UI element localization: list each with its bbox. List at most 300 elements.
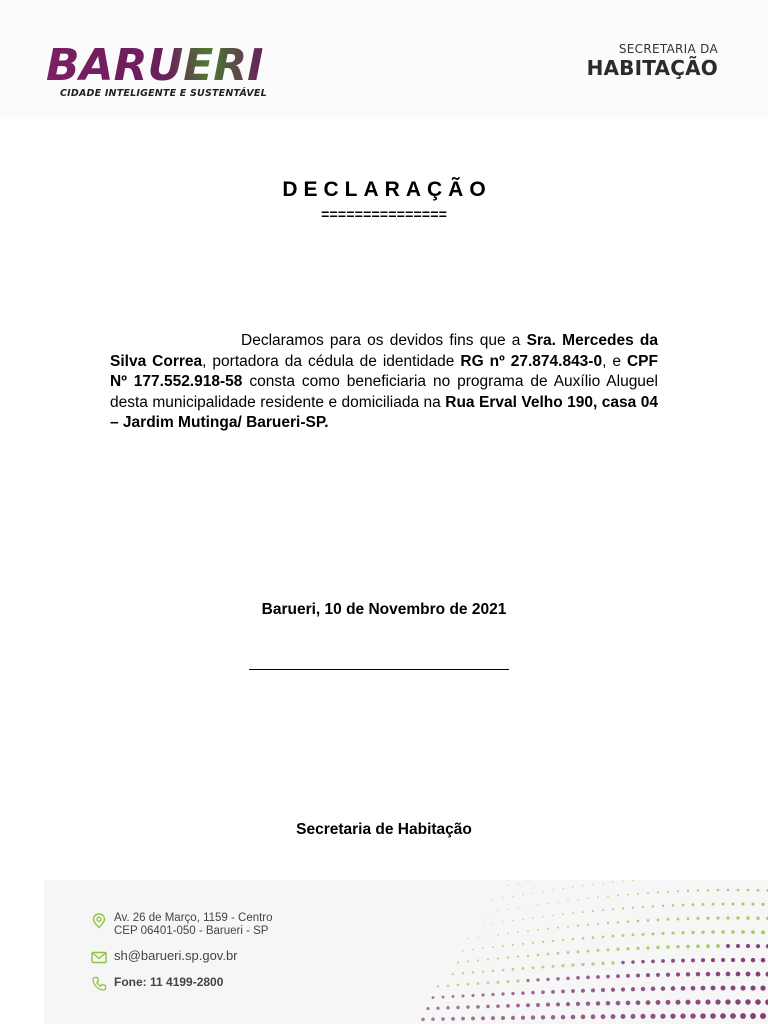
decorative-dot [597, 949, 600, 952]
decorative-dot [652, 905, 654, 907]
body-text: consta como beneficiaria no programa de Auxílio Aluguel desta municipalidade residente e domiciliada na [110, 373, 658, 411]
decorative-dot [721, 958, 725, 962]
decorative-dot [562, 939, 564, 941]
decorative-dot [705, 999, 710, 1004]
decorative-dot [572, 887, 573, 888]
decorative-dot [672, 904, 674, 906]
decorative-dot [691, 986, 696, 991]
decorative-dot [746, 972, 751, 977]
decorative-dot [760, 985, 765, 990]
decorative-dot [706, 972, 711, 977]
decorative-dot [462, 972, 464, 974]
decorative-dot [612, 882, 613, 883]
decorative-dot [631, 987, 635, 991]
decorative-dot [707, 889, 709, 891]
decorative-dot [632, 933, 635, 936]
decorative-dot [472, 949, 474, 951]
decorative-dot [527, 954, 529, 956]
decorative-dot [431, 1017, 435, 1021]
decorative-dot [552, 915, 554, 917]
decorative-dot [660, 1014, 665, 1019]
decorative-dot [592, 884, 593, 885]
decorative-dot [661, 959, 665, 963]
decorative-dot [506, 980, 509, 983]
address-line-1: Av. 26 de Março, 1159 - Centro [114, 912, 273, 924]
decorative-dot [491, 1016, 495, 1020]
decorative-dot [676, 972, 680, 976]
department-main: HABITAÇÃO [586, 56, 718, 80]
decorative-dot [695, 1000, 700, 1005]
decorative-dot [502, 921, 503, 922]
decorative-dot [676, 945, 680, 949]
decorative-dot [522, 967, 525, 970]
decorative-dot [671, 931, 674, 934]
decorative-dot [601, 1014, 606, 1019]
decorative-dot [492, 946, 494, 948]
decorative-dot [517, 955, 519, 957]
decorative-dot [746, 916, 749, 919]
decorative-dot [646, 946, 649, 949]
phone-text[interactable]: Fone: 11 4199-2800 [114, 975, 224, 989]
decorative-dot [541, 1015, 545, 1019]
decorative-dot [670, 1013, 675, 1018]
decorative-dot [477, 937, 478, 938]
decorative-dot [462, 950, 464, 952]
decorative-dot [487, 982, 490, 985]
decorative-dot [636, 1000, 641, 1005]
decorative-dot [756, 944, 760, 948]
decorative-dot [491, 993, 494, 996]
decorative-dot [471, 1017, 475, 1021]
decorative-dot [656, 973, 660, 977]
decorative-dot [567, 926, 569, 928]
decorative-dot [690, 1013, 695, 1018]
decorative-dot [632, 907, 634, 909]
decorative-dot [476, 1005, 480, 1009]
decorative-dot [716, 972, 721, 977]
decorative-dot [467, 960, 469, 962]
decorative-dot [637, 920, 640, 923]
decorative-dot [542, 941, 544, 943]
decorative-dot [741, 930, 745, 934]
decorative-dot [437, 985, 440, 988]
decorative-dot [627, 920, 629, 922]
decorative-dot [617, 921, 619, 923]
decorative-dot [711, 986, 716, 991]
decorative-dot [657, 891, 659, 893]
decorative-dot [552, 940, 554, 942]
decorative-dot [512, 968, 515, 971]
decorative-dot [611, 1014, 616, 1019]
decorative-dot [482, 924, 483, 925]
decorative-dot [602, 935, 605, 938]
decorative-dot [760, 1013, 766, 1019]
decorative-dot [621, 987, 625, 991]
decorative-dot [636, 947, 639, 950]
decorative-dot [512, 944, 514, 946]
decorative-dot [421, 1018, 425, 1022]
decorative-dot [487, 935, 488, 936]
decorative-dot [456, 1006, 459, 1009]
decorative-dot [482, 970, 485, 973]
decorative-dot [622, 934, 625, 937]
decorative-dot [487, 958, 489, 960]
department-top: SECRETARIA DA [618, 42, 718, 56]
decorative-dot [612, 908, 614, 910]
decorative-dot [681, 959, 685, 963]
decorative-dot [697, 917, 700, 920]
decorative-dot [567, 900, 568, 901]
decorative-dot [566, 1002, 570, 1006]
decorative-dot [497, 981, 500, 984]
decorative-dot [681, 986, 686, 991]
logo-text: BARUERI [46, 40, 264, 86]
decorative-dot [536, 1003, 540, 1007]
decorative-dot [721, 930, 725, 934]
decorative-dot [511, 1016, 515, 1020]
decorative-dot [556, 1002, 560, 1006]
cpf-number: CPF Nº 177.552.918-58 [110, 352, 658, 390]
decorative-dot [641, 987, 645, 991]
decorative-dot [582, 937, 585, 940]
decorative-dot [691, 958, 695, 962]
decorative-dot [517, 907, 518, 908]
decorative-dot [640, 1014, 645, 1019]
body-text: , portadora da cédula de identidade [202, 352, 461, 370]
decorative-dot [507, 909, 508, 910]
decorative-dot [711, 930, 714, 933]
decorative-dot [481, 1016, 485, 1020]
decorative-dot [552, 889, 553, 890]
decorative-dot [587, 924, 589, 926]
decorative-dot [452, 995, 455, 998]
decorative-dot [567, 951, 570, 954]
decorative-dot [711, 958, 715, 962]
decorative-dot [716, 916, 719, 919]
body-text: , e [602, 352, 627, 370]
decorative-dot [740, 985, 745, 990]
decorative-dot [466, 1005, 469, 1008]
decorative-dot [751, 930, 755, 934]
decorative-dot [626, 947, 629, 950]
decorative-dot [526, 1003, 530, 1007]
beneficiary-name: Sra. Mercedes da Silva Correa [110, 332, 658, 370]
decorative-dot [507, 933, 509, 935]
decorative-dot [691, 931, 694, 934]
decorative-dot [522, 919, 523, 920]
decorative-dot [666, 945, 670, 949]
decorative-dot [742, 903, 745, 906]
decorative-dot [680, 1013, 685, 1018]
decorative-dot [521, 991, 525, 995]
decorative-dot [712, 903, 715, 906]
decorative-dot [561, 990, 565, 994]
decorative-dot [477, 982, 480, 985]
decorative-dot [626, 974, 630, 978]
decorative-dot [426, 1007, 429, 1010]
decorative-dot [507, 956, 509, 958]
decorative-dot [621, 961, 625, 965]
decorative-dot [606, 1001, 611, 1006]
decorative-dot [546, 978, 549, 981]
decorative-dot [502, 969, 505, 972]
decorative-dot [732, 903, 735, 906]
decorative-dot [706, 917, 709, 920]
decorative-dot [571, 1015, 576, 1020]
decorative-dot [646, 1000, 651, 1005]
decorative-dot [731, 958, 735, 962]
decorative-dot [701, 986, 706, 991]
decorative-dot [725, 999, 730, 1004]
decorative-dot [581, 1015, 586, 1020]
decorative-dot [577, 899, 578, 900]
decorative-dot [606, 975, 610, 979]
decorative-dot [667, 891, 669, 893]
decorative-dot [537, 954, 540, 957]
decorative-dot [542, 916, 544, 918]
decorative-dot [451, 1017, 455, 1021]
body-text: Declaramos para os devidos fins que a [241, 332, 527, 349]
decorative-dot [557, 952, 560, 955]
decorative-dot [710, 1013, 716, 1019]
decorative-dot [566, 977, 569, 980]
decorative-dot [467, 938, 468, 939]
decorative-dot [492, 923, 493, 924]
decorative-dot [517, 883, 518, 884]
decorative-dot [591, 1014, 596, 1019]
decorative-dot [501, 992, 504, 995]
decorative-dot [727, 889, 730, 892]
decorative-dot [577, 950, 580, 953]
decorative-dot [467, 983, 470, 986]
decorative-dot [751, 958, 755, 962]
decorative-dot [551, 1015, 555, 1019]
decorative-dot [701, 958, 705, 962]
decorative-dot [632, 880, 633, 881]
decorative-dot [481, 993, 484, 996]
decorative-dot [626, 1001, 631, 1006]
decorative-dot [441, 1017, 445, 1021]
decorative-dot [587, 950, 590, 953]
decorative-dot [746, 944, 750, 948]
decorative-dot [696, 944, 700, 948]
decorative-dot [761, 958, 766, 963]
logo-wordmark [46, 40, 296, 86]
decorative-dot [542, 966, 545, 969]
decorative-dot [472, 971, 474, 973]
decorative-dot [606, 948, 609, 951]
document-title: DECLARAÇÃO [282, 178, 492, 201]
decorative-dot [662, 905, 664, 907]
decorative-dot [527, 906, 528, 907]
decorative-dot [576, 976, 580, 980]
decorative-dot [717, 889, 719, 891]
decorative-dot [586, 1002, 590, 1006]
decorative-dot [602, 883, 603, 884]
decorative-dot [502, 945, 504, 947]
decorative-dot [747, 889, 750, 892]
decorative-dot [736, 916, 739, 919]
email-text[interactable]: sh@barueri.sp.gov.br [114, 948, 238, 963]
decorative-dot [561, 1015, 566, 1020]
decorative-dot [576, 1002, 580, 1006]
decorative-dot [547, 903, 548, 904]
decorative-dot [557, 927, 559, 929]
decorative-dot [512, 920, 513, 921]
decorative-dot [536, 978, 539, 981]
decorative-dot [532, 942, 534, 944]
decorative-dot [740, 1013, 746, 1019]
declaration-body [110, 331, 658, 434]
decorative-dot [736, 944, 740, 948]
decorative-dot [541, 990, 545, 994]
decorative-dot [601, 962, 604, 965]
decorative-dot [572, 912, 574, 914]
decorative-dot [546, 1003, 550, 1007]
decorative-dot [722, 903, 725, 906]
decorative-dot [562, 888, 563, 889]
decorative-dot [521, 1016, 525, 1020]
decorative-dot [651, 959, 655, 963]
decorative-dot [706, 944, 710, 948]
decorative-dot [497, 910, 498, 911]
decorative-dot [745, 999, 751, 1005]
decorative-dot [697, 889, 699, 891]
decorative-dot [666, 1000, 671, 1005]
phone-icon [90, 975, 108, 993]
decorative-dot [497, 934, 499, 936]
decorative-dot [687, 917, 690, 920]
decorative-dot [591, 962, 594, 965]
decorative-dot [442, 996, 445, 999]
decorative-dot [686, 972, 690, 976]
decorative-dot [720, 1013, 726, 1019]
decorative-dot [650, 1014, 655, 1019]
envelope-icon [90, 948, 108, 966]
decorative-dot [596, 975, 600, 979]
decorative-dot [630, 1014, 635, 1019]
decorative-dot [446, 1006, 449, 1009]
rg-number: RG nº 27.874.843-0 [460, 352, 603, 370]
decorative-dot [692, 903, 695, 906]
decorative-dot [581, 963, 584, 966]
decorative-dot [737, 889, 740, 892]
decorative-dot [556, 977, 559, 980]
decorative-dot [511, 992, 514, 995]
decorative-dot [641, 960, 645, 964]
decorative-dot [667, 918, 670, 921]
decorative-dot [512, 896, 513, 897]
decorative-dot [622, 907, 624, 909]
signature-line [249, 669, 509, 670]
decorative-dot [436, 1007, 439, 1010]
decorative-dot [636, 973, 640, 977]
decorative-dot [582, 885, 583, 886]
decorative-dot [601, 988, 605, 992]
department-label [587, 42, 718, 80]
decorative-dot [750, 1013, 756, 1019]
decorative-dot [627, 894, 629, 896]
decorative-dot [611, 961, 614, 964]
decorative-dot [677, 890, 679, 892]
decorative-dot [741, 958, 745, 962]
decorative-dot [572, 938, 574, 940]
decorative-dot [502, 897, 503, 898]
decorative-dot [721, 986, 726, 991]
decorative-dot [726, 916, 729, 919]
residence-address: Rua Erval Velho 190, casa 04 – Jardim Mutinga/ Barueri-SP. [110, 393, 658, 431]
decorative-dot [532, 966, 535, 969]
decorative-dot [461, 1017, 465, 1021]
decorative-dot-pattern [388, 880, 768, 1024]
decorative-dot [506, 1004, 510, 1008]
decorative-dot [715, 999, 720, 1004]
decorative-dot [616, 974, 620, 978]
decorative-dot [731, 930, 735, 934]
decorative-dot [522, 894, 523, 895]
decorative-dot [661, 932, 664, 935]
decorative-dot [642, 933, 645, 936]
decorative-dot [726, 972, 731, 977]
decorative-dot [681, 931, 684, 934]
decorative-dot [582, 911, 584, 913]
decorative-dot [551, 990, 555, 994]
decorative-dot [522, 943, 524, 945]
decorative-dot [756, 916, 759, 919]
logo-tagline: CIDADE INTELIGENTE E SUSTENTÁVEL [60, 88, 267, 99]
decorative-dot [542, 891, 543, 892]
decorative-dot [517, 931, 519, 933]
decorative-dot [700, 1013, 706, 1019]
decorative-dot [637, 893, 639, 895]
decorative-dot [736, 972, 741, 977]
decorative-dot [471, 994, 474, 997]
decorative-dot [661, 986, 666, 991]
decorative-dot [571, 989, 575, 993]
decorative-dot [516, 980, 519, 983]
decorative-dot [685, 1000, 690, 1005]
decorative-dot [577, 925, 579, 927]
decorative-dot [526, 979, 529, 982]
decorative-dot [696, 972, 700, 976]
decorative-dot [755, 999, 761, 1005]
decorative-dot [561, 964, 564, 967]
decorative-dot [547, 953, 550, 956]
location-pin-icon [90, 912, 108, 930]
decorative-dot [751, 903, 754, 906]
decorative-dot [647, 892, 649, 894]
decorative-dot [597, 923, 599, 925]
decorative-dot [477, 959, 479, 961]
decorative-dot [496, 1004, 500, 1008]
decorative-dot [612, 935, 615, 938]
decorative-dot [702, 903, 705, 906]
decorative-dot [646, 973, 650, 977]
decorative-dot [730, 985, 735, 990]
decorative-dot [682, 904, 685, 907]
decorative-dot [531, 991, 535, 995]
decorative-dot [671, 959, 675, 963]
decorative-dot [516, 1004, 520, 1008]
decorative-dot [622, 881, 623, 882]
decorative-dot [602, 909, 604, 911]
decorative-dot [532, 917, 533, 918]
decorative-dot [761, 903, 764, 906]
decorative-dot [607, 922, 609, 924]
decorative-dot [592, 910, 594, 912]
decorative-dot [651, 987, 655, 991]
decorative-dot [716, 944, 720, 948]
